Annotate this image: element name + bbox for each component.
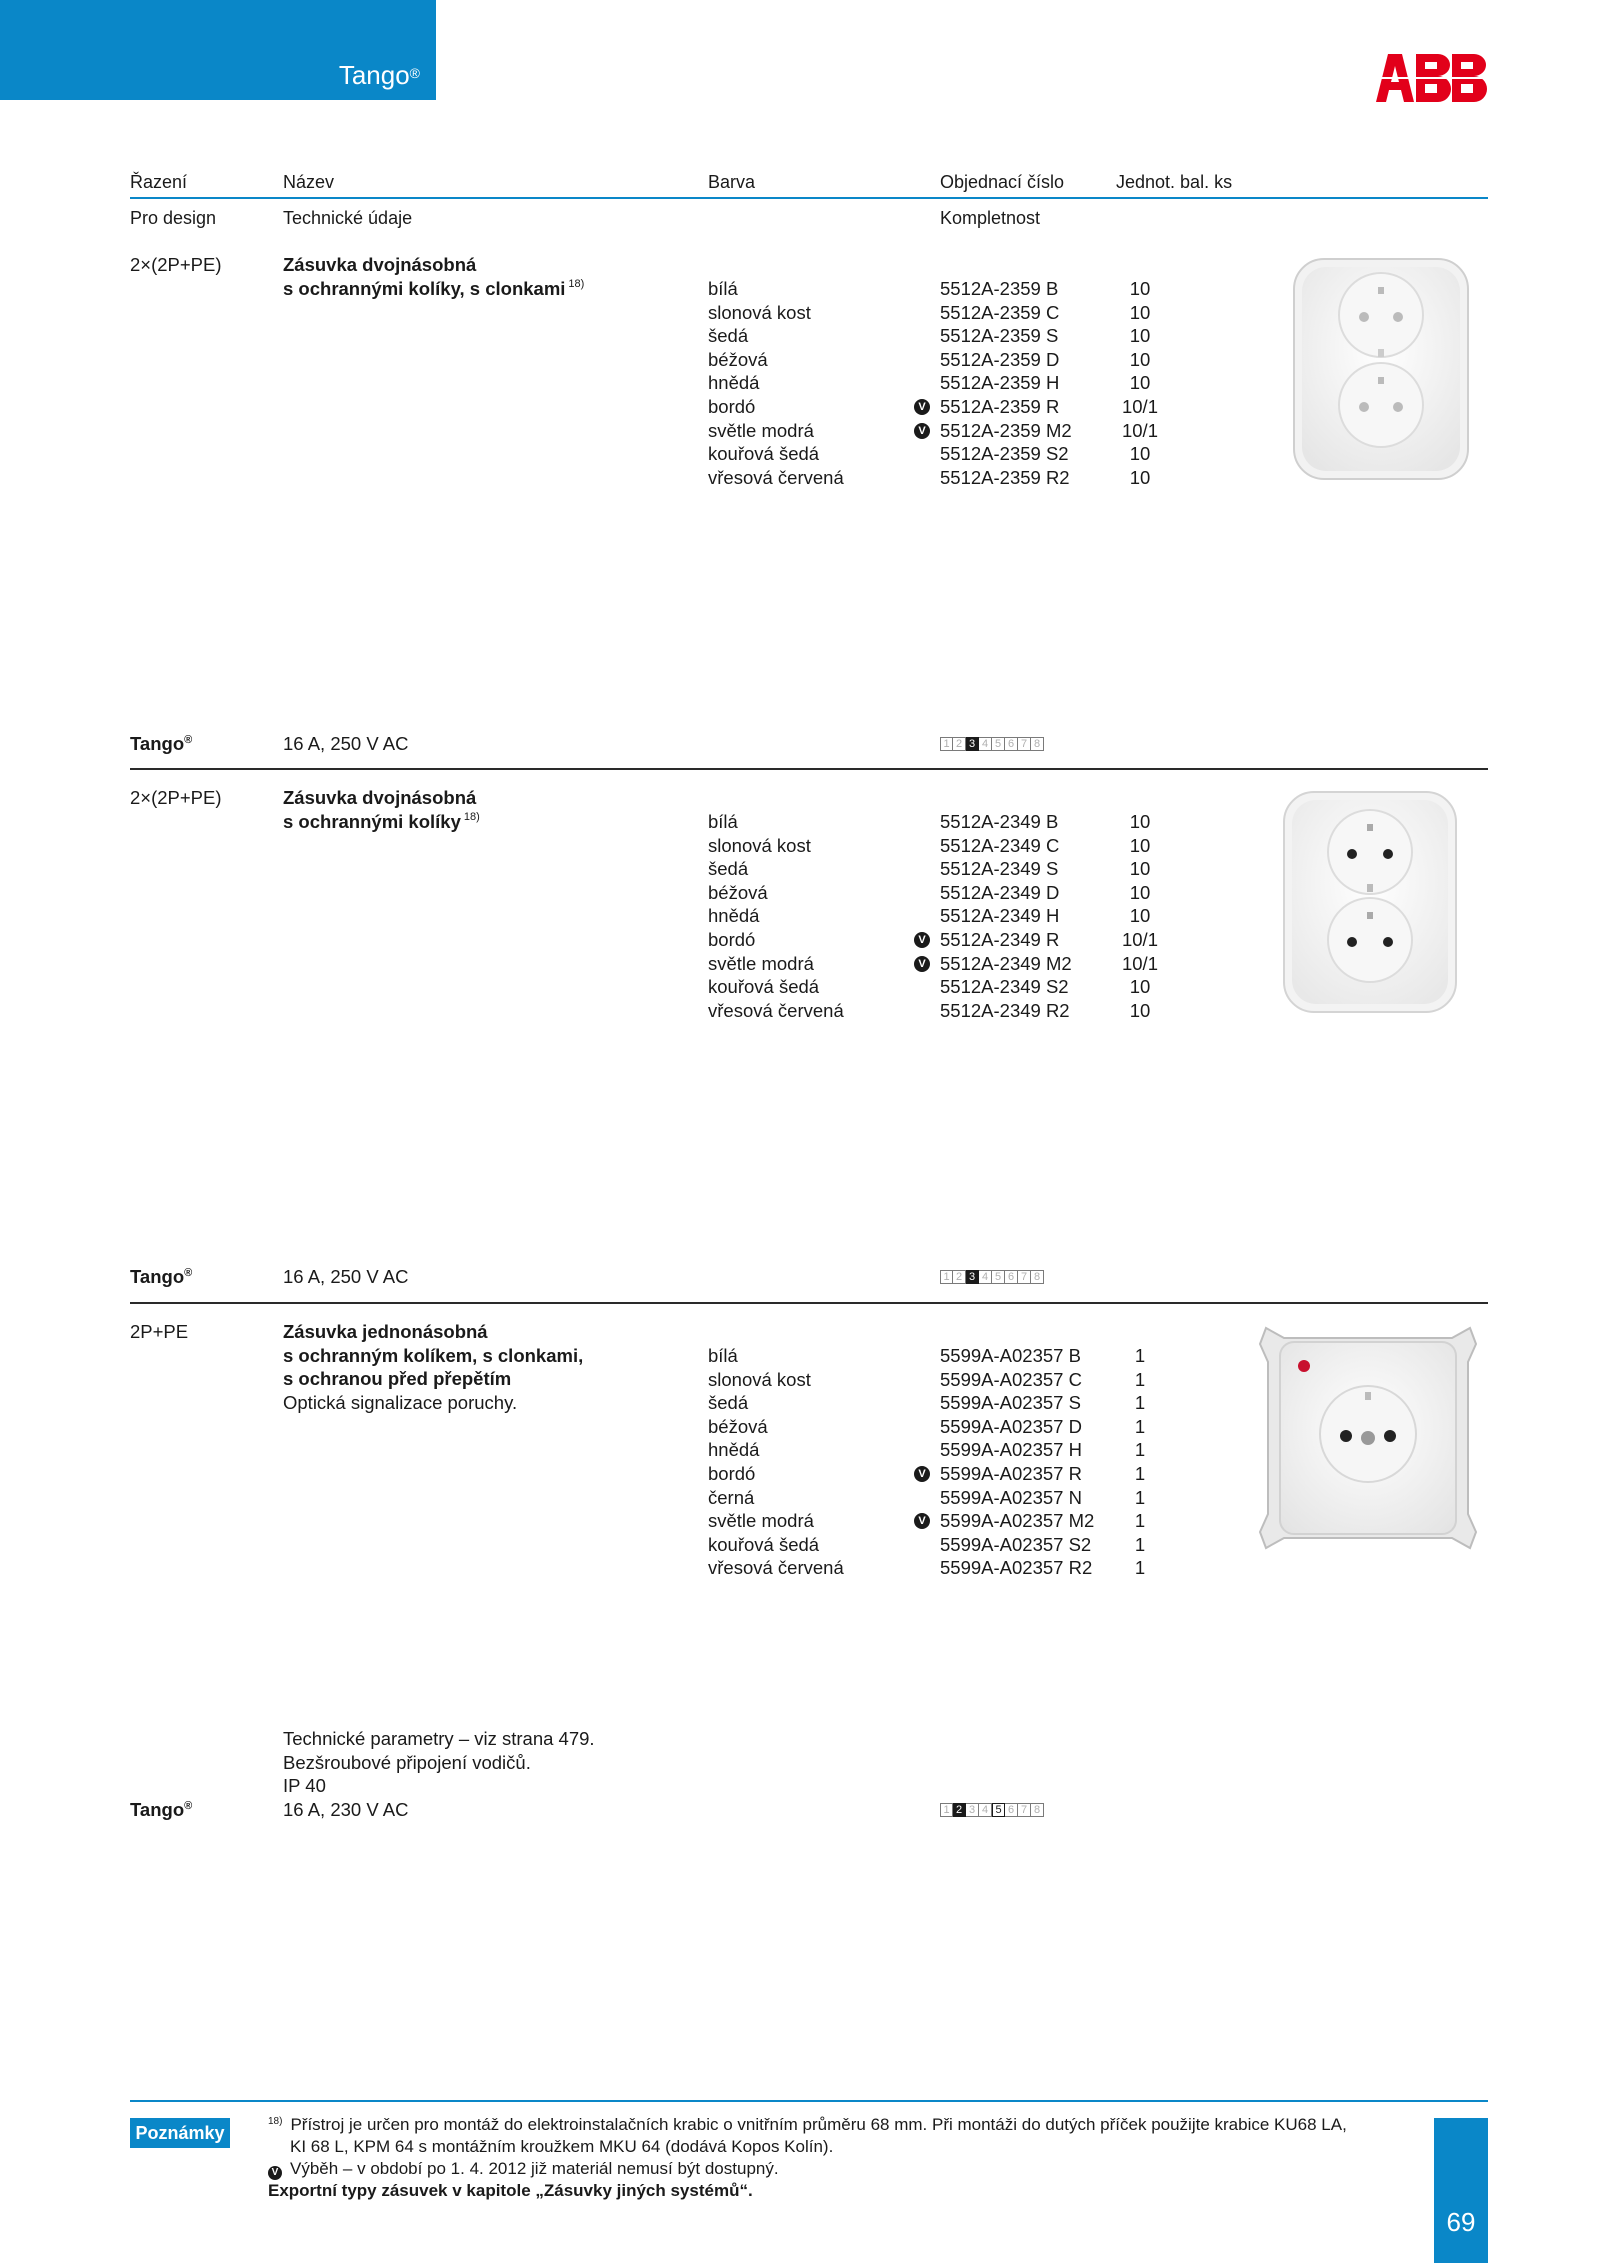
row-order-code: 5512A-2349 B [940,811,1059,832]
row-order-code: 5512A-2359 B [940,278,1059,299]
completeness-cell: 7 [1018,1803,1031,1817]
completeness-cell: 5 [992,1803,1005,1817]
row-color: šedá [708,858,749,880]
row-order-code: 5599A-A02357 S2 [940,1533,1092,1555]
row-pack-qty: 1 [1134,1392,1146,1414]
spec-brand: Tango® [130,1799,193,1820]
completeness-cell: 7 [1018,737,1031,751]
completeness-cell: 6 [1005,737,1018,751]
completeness-cell: 6 [1005,1270,1018,1284]
product-ordering: 2×(2P+PE) [130,787,222,808]
product-description: Optická signalizace poruchy. [283,1391,518,1413]
v-mark-icon: V [268,2166,282,2180]
completeness-cell: 1 [940,737,953,751]
row-pack-qty: 1 [1134,1368,1146,1390]
spec-line: 16 A, 250 V AC [283,1266,409,1287]
notes-label: Poznámky [130,2118,230,2148]
row-color: bordó [708,396,756,417]
row-pack-qty: 10/1 [1121,396,1158,417]
footnote-18: $^{18)}$ Přístroj je určen pro montáž do elektroinstalačních krabic o vnitřním průměru 68 mm. Při montáži do dutých příček použijte krabice KU68 LA, [268,2115,1347,2134]
row-order-code: 5599A-A02357 N [940,1486,1082,1508]
spec-line: IP 40 [283,1775,326,1797]
row-pack-qty: 10 [1129,999,1151,1021]
row-pack-qty: 10 [1129,905,1151,927]
product-title-line: Zásuvka dvojnásobná [283,787,477,808]
row-color: bordó [708,929,756,950]
row-color: kouřová šedá [708,976,820,998]
spec-brand: Tango® [130,733,193,754]
product-title-line: s ochrannými kolíky, s clonkami $^{18)}$ [283,277,585,299]
completeness-cell: 2 [953,737,966,751]
completeness-cell: 3 [966,737,979,751]
completeness-cell: 4 [979,1803,992,1817]
row-pack-qty: 10/1 [1121,952,1158,974]
row-pack-qty: 10 [1129,466,1151,488]
row-order-code: 5512A-2359 R [940,396,1060,417]
row-order-code: 5512A-2359 S2 [940,443,1069,465]
product-title-line: s ochranou před přepětím [283,1368,512,1390]
row-color: béžová [708,1415,768,1437]
header-completeness: Kompletnost [940,208,1041,228]
v-mark-icon: V [914,1466,930,1482]
row-order-code: 5512A-2349 R2 [940,999,1070,1021]
footnote-18-cont: KI 68 L, KPM 64 s montážním kroužkem MKU 64 (dodává Kopos Kolín). [290,2137,834,2156]
brand-tab [0,0,436,100]
row-pack-qty: 10 [1129,325,1151,347]
completeness-cell: 2 [953,1803,966,1817]
row-order-code: 5512A-2359 M2 [940,419,1072,441]
row-order-code: 5512A-2359 R2 [940,466,1070,488]
row-color: béžová [708,348,768,370]
row-order-code: 5599A-A02357 C [940,1368,1082,1390]
product-title-line: s ochrannými kolíky $^{18)}$ [283,810,480,832]
row-order-code: 5512A-2359 D [940,348,1060,370]
header-order-no: Objednací číslo [940,172,1065,192]
row-order-code: 5512A-2349 H [940,905,1060,927]
row-order-code: 5599A-A02357 H [940,1439,1082,1461]
double-socket-shutters-image [1290,255,1472,483]
completeness-indicator [940,1803,1044,1817]
row-pack-qty: 10 [1129,301,1151,323]
export-note: Exportní typy zásuvek v kapitole „Zásuvky jiných systémů“. [268,2181,753,2200]
v-mark-icon: V [914,1513,930,1529]
section-rule [130,1302,1488,1304]
row-color: béžová [708,881,768,903]
row-pack-qty: 10/1 [1121,929,1158,950]
product-title-line: Zásuvka dvojnásobná [283,254,477,275]
row-pack-qty: 1 [1134,1463,1146,1484]
header-design: Pro design [130,208,217,228]
row-color: bordó [708,1463,756,1484]
completeness-cell: 8 [1031,737,1044,751]
product-title-line: s ochranným kolíkem, s clonkami, [283,1344,584,1366]
v-mark-icon: V [914,423,930,439]
row-pack-qty: 1 [1134,1486,1146,1508]
row-color: světle modrá [708,952,814,974]
row-order-code: 5599A-A02357 B [940,1345,1081,1366]
header-tech: Technické údaje [283,208,413,228]
completeness-cell: 4 [979,737,992,751]
brand-name: Tango® [338,60,420,90]
row-pack-qty: 1 [1134,1510,1146,1532]
spec-line: Bezšroubové připojení vodičů. [283,1751,531,1773]
row-pack-qty: 10/1 [1121,419,1158,441]
row-order-code: 5512A-2349 S [940,858,1059,880]
row-color: šedá [708,325,749,347]
single-socket-surge-image [1254,1322,1482,1554]
header-pack: Jednot. bal. ks [1116,172,1233,192]
completeness-cell: 7 [1018,1270,1031,1284]
row-pack-qty: 1 [1134,1557,1146,1579]
row-pack-qty: 10 [1129,881,1151,903]
row-pack-qty: 10 [1129,348,1151,370]
header-name: Název [283,172,335,192]
v-mark-icon: V [914,956,930,972]
abb-logo [1376,54,1488,102]
spec-brand: Tango® [130,1266,193,1287]
row-order-code: 5599A-A02357 R [940,1463,1082,1484]
header-ordering: Řazení [130,172,188,192]
row-order-code: 5599A-A02357 S [940,1392,1081,1414]
double-socket-image [1280,788,1460,1016]
row-color: kouřová šedá [708,1533,820,1555]
spec-line: 16 A, 230 V AC [283,1798,409,1820]
row-order-code: 5512A-2349 S2 [940,976,1069,998]
page-number: 69 [1446,2207,1476,2237]
row-color: slonová kost [708,1368,811,1390]
row-color: slonová kost [708,301,811,323]
product-title [283,1320,703,1414]
row-color: bílá [708,811,738,832]
row-pack-qty: 1 [1134,1345,1146,1366]
row-order-code: 5599A-A02357 M2 [940,1510,1095,1532]
v-note: V Výběh – v období po 1. 4. 2012 již materiál nemusí být dostupný. [268,2158,1418,2180]
row-order-code: 5599A-A02357 D [940,1415,1082,1437]
row-order-code: 5512A-2349 M2 [940,952,1072,974]
notes [268,2114,1418,2202]
row-color: hnědá [708,372,760,394]
completeness-cell: 3 [966,1270,979,1284]
row-color: černá [708,1486,755,1508]
spec-text [283,1265,408,1289]
row-color: vřesová červená [708,466,844,488]
row-color: šedá [708,1392,749,1414]
row-pack-qty: 10 [1129,811,1151,832]
row-pack-qty: 1 [1134,1533,1146,1555]
completeness-cell: 1 [940,1803,953,1817]
completeness-cell: 6 [1005,1803,1018,1817]
spec-line: 16 A, 250 V AC [283,733,409,754]
row-pack-qty: 10 [1129,976,1151,998]
row-color: vřesová červená [708,1557,844,1579]
page-number-tab [1434,2118,1488,2263]
row-order-code: 5599A-A02357 R2 [940,1557,1093,1579]
product-title [283,253,703,300]
row-color: světle modrá [708,419,814,441]
footnote-ref: 18) [568,277,585,290]
v-mark-icon: V [914,932,930,948]
completeness-cell: 1 [940,1270,953,1284]
footnote-ref: 18) [463,810,480,823]
product-title-line: Zásuvka jednonásobná [283,1321,488,1342]
row-color: slonová kost [708,834,811,856]
row-order-code: 5512A-2359 S [940,325,1059,347]
header-rule [130,197,1488,199]
row-order-code: 5512A-2349 R [940,929,1060,950]
row-pack-qty: 1 [1134,1415,1146,1437]
completeness-indicator [940,1270,1044,1284]
completeness-cell: 3 [966,1803,979,1817]
section-rule [130,768,1488,770]
notes-rule [130,2100,1488,2102]
header-color: Barva [708,172,756,192]
row-pack-qty: 10 [1129,834,1151,856]
row-color: vřesová červená [708,999,844,1021]
row-color: bílá [708,278,738,299]
completeness-cell: 5 [992,1270,1005,1284]
row-pack-qty: 10 [1129,443,1151,465]
row-order-code: 5512A-2349 C [940,834,1060,856]
completeness-cell: 2 [953,1270,966,1284]
spec-text [283,732,408,756]
row-order-code: 5512A-2349 D [940,881,1060,903]
spec-text [283,1727,595,1821]
completeness-cell: 4 [979,1270,992,1284]
row-color: světle modrá [708,1510,814,1532]
row-color: hnědá [708,1439,760,1461]
row-pack-qty: 10 [1129,278,1151,299]
product-ordering: 2×(2P+PE) [130,254,222,275]
completeness-cell: 8 [1031,1270,1044,1284]
row-color: bílá [708,1345,738,1366]
row-pack-qty: 1 [1134,1439,1146,1461]
spec-line: Technické parametry – viz strana 479. [283,1728,595,1749]
row-pack-qty: 10 [1129,372,1151,394]
row-order-code: 5512A-2359 H [940,372,1060,394]
completeness-cell: 5 [992,737,1005,751]
product-ordering: 2P+PE [130,1321,189,1342]
row-color: hnědá [708,905,760,927]
product-title [283,786,703,833]
completeness-indicator [940,737,1044,751]
row-color: kouřová šedá [708,443,820,465]
row-order-code: 5512A-2359 C [940,301,1060,323]
v-mark-icon: V [914,399,930,415]
row-pack-qty: 10 [1129,858,1151,880]
completeness-cell: 8 [1031,1803,1044,1817]
